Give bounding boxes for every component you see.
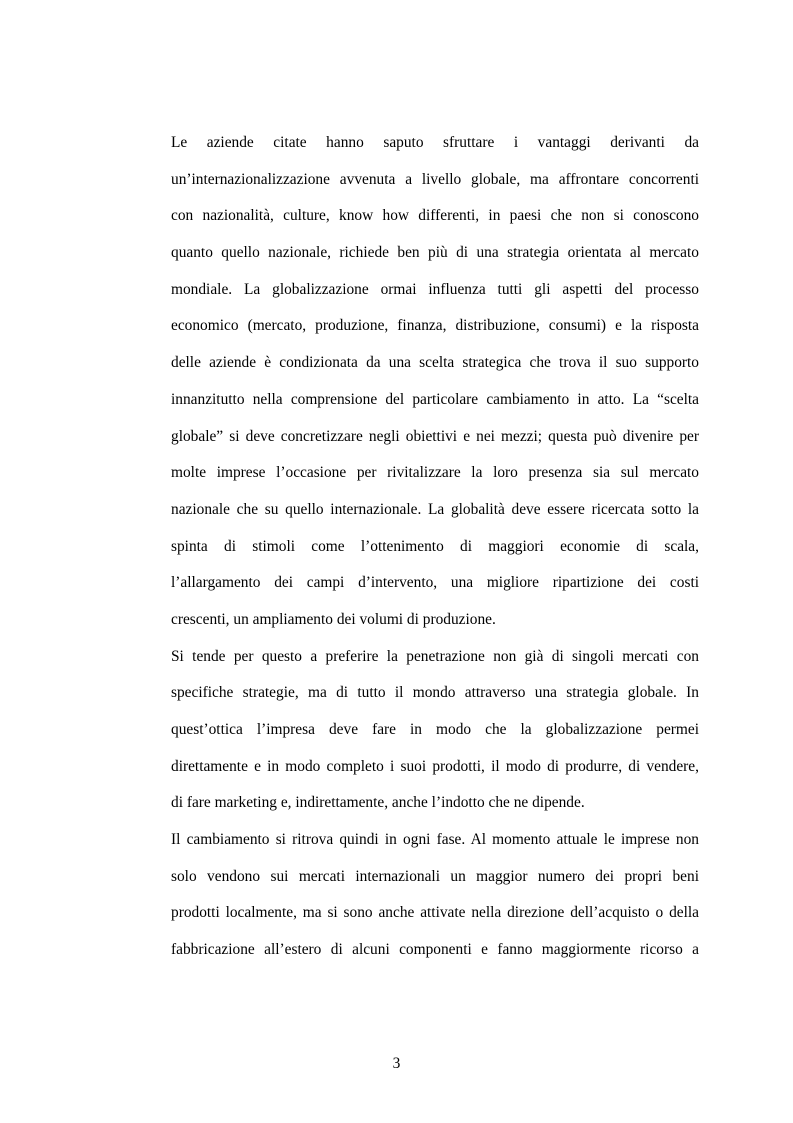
text-line: Le aziende citate hanno saputo sfruttare i vantaggi derivanti da xyxy=(171,134,699,151)
body-text xyxy=(171,125,699,969)
text-line: specifiche strategie, ma di tutto il mondo attraverso una strategia globale. In xyxy=(171,684,699,702)
text-line: un’internazionalizzazione avvenuta a livello globale, ma affrontare concorrenti xyxy=(171,170,699,188)
text-line: con nazionalità, culture, know how differenti, in paesi che non si conoscono xyxy=(171,207,699,225)
text-line: Il cambiamento si ritrova quindi in ogni fase. Al momento attuale le imprese non xyxy=(171,831,699,849)
text-line: spinta di stimoli come l’ottenimento di maggiori economie di scala, xyxy=(171,537,699,555)
text-line: l’allargamento dei campi d’intervento, una migliore ripartizione dei costi xyxy=(171,574,699,592)
paragraph xyxy=(171,125,699,639)
paragraph xyxy=(171,822,699,969)
text-line: nazionale che su quello internazionale. La globalità deve essere ricercata sotto la xyxy=(171,500,699,518)
text-line: mondiale. La globalizzazione ormai influenza tutti gli aspetti del processo xyxy=(171,280,699,298)
text-line: quest’ottica l’impresa deve fare in modo che la globalizzazione permei xyxy=(171,721,699,738)
text-line: globale” si deve concretizzare negli obiettivi e nei mezzi; questa può divenire per xyxy=(171,427,699,445)
text-line: solo vendono sui mercati internazionali un maggior numero dei propri beni xyxy=(171,867,699,885)
paragraph xyxy=(171,639,699,822)
text-line: prodotti localmente, ma si sono anche attivate nella direzione dell’acquisto o della xyxy=(171,904,699,922)
text-line: innanzitutto nella comprensione del particolare cambiamento in atto. La “scelta xyxy=(171,390,699,408)
text-line: direttamente e in modo completo i suoi prodotti, il modo di produrre, di vendere, xyxy=(171,757,699,775)
text-line: fabbricazione all’estero di alcuni componenti e fanno maggiormente ricorso a xyxy=(171,941,699,959)
page-number: 3 xyxy=(392,1055,401,1072)
text-line: quanto quello nazionale, richiede ben più di una strategia orientata al mercato xyxy=(171,244,699,262)
text-line: economico (mercato, produzione, finanza, distribuzione, consumi) e la risposta xyxy=(171,317,699,335)
text-line: molte imprese l’occasione per rivitalizzare la loro presenza sia sul mercato xyxy=(171,464,699,482)
text-line: crescenti, un ampliamento dei volumi di produzione. xyxy=(171,610,496,628)
text-line: di fare marketing e, indirettamente, anche l’indotto che ne dipende. xyxy=(171,794,585,812)
text-line: delle aziende è condizionata da una scelta strategica che trova il suo supporto xyxy=(171,354,699,372)
text-line: Si tende per questo a preferire la penetrazione non già di singoli mercati con xyxy=(171,647,699,665)
